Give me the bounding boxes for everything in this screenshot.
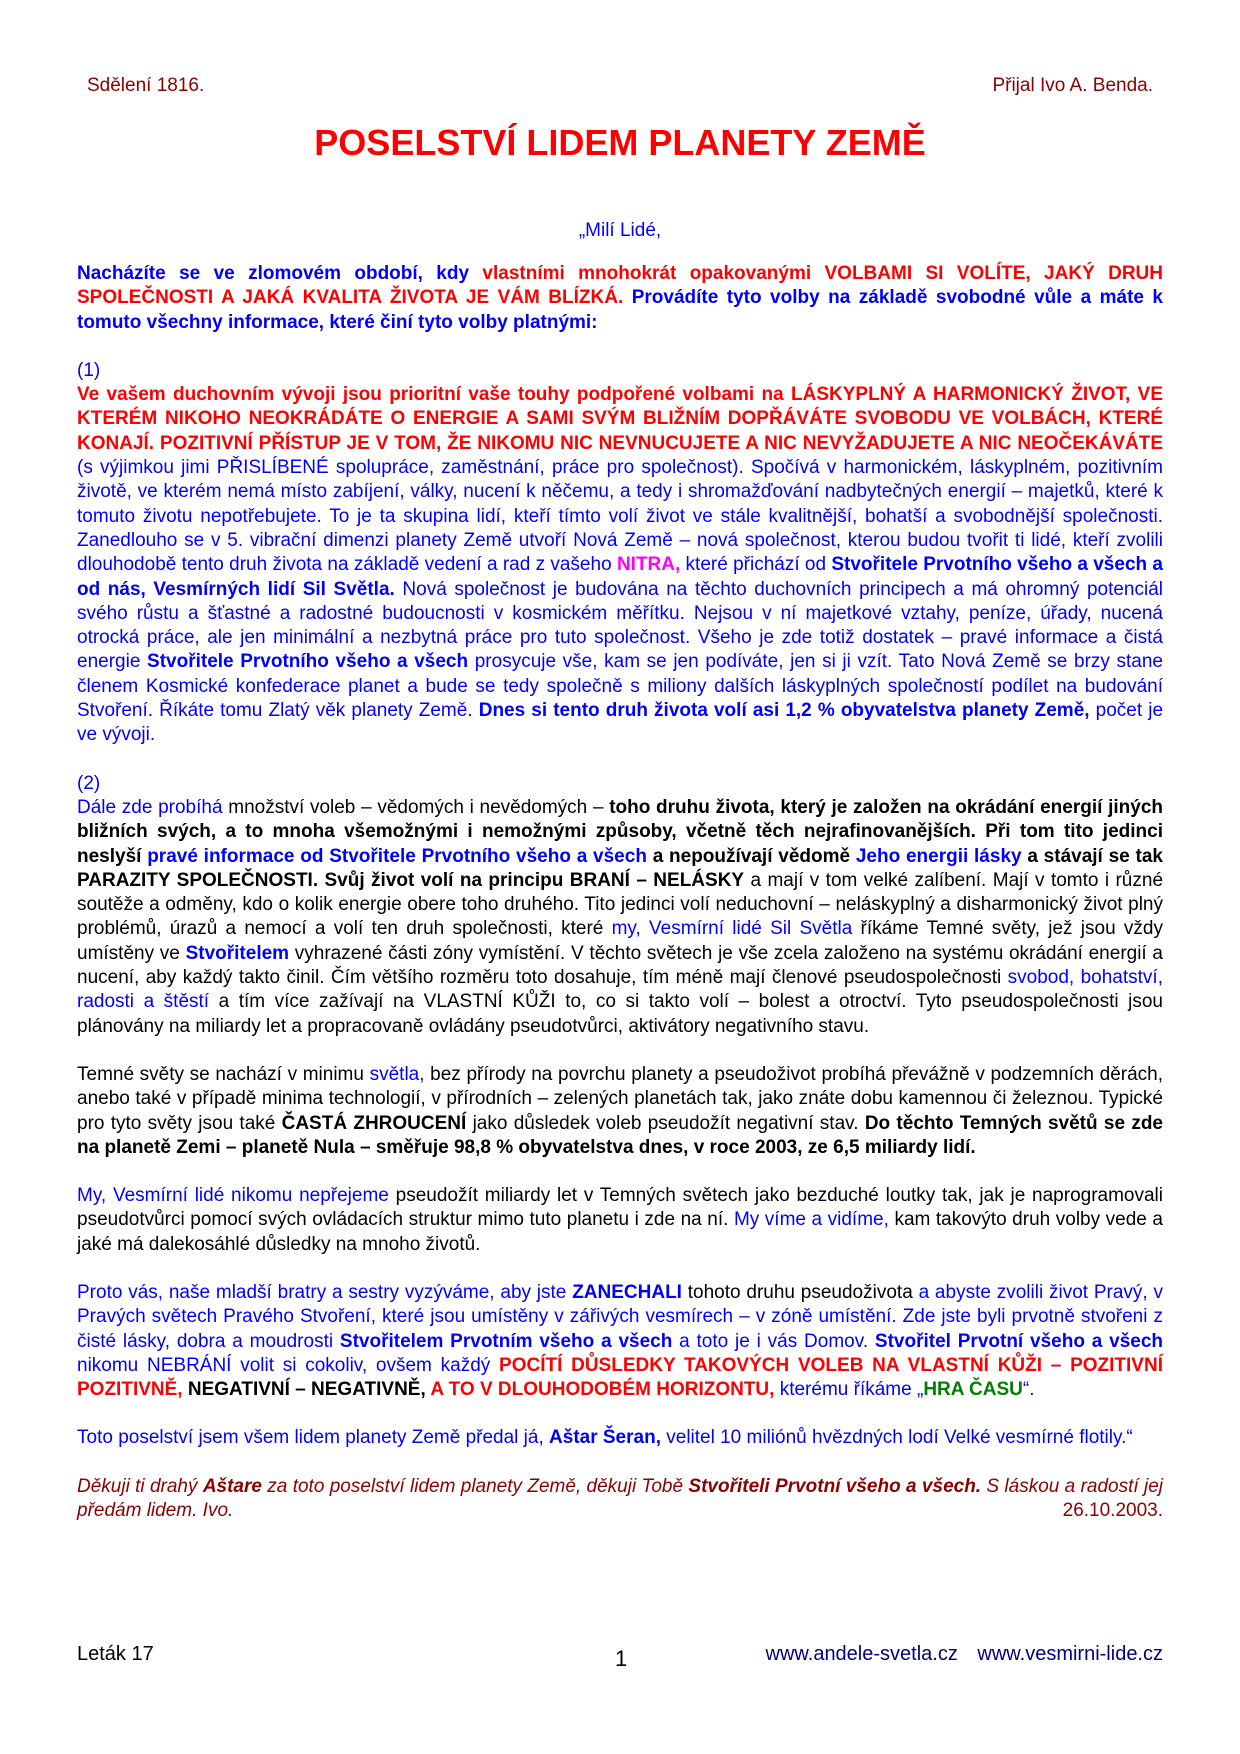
text-run: (s výjimkou jimi PŘISLÍBENÉ spolupráce, zaměstnání, práce pro společnost). Spočívá v harmonickém, láskyplném, pozitivním životě, ve kterém nemá místo zabíjení, války, nucení k něčemu, a tedy i shromažďování nadbytečných energií – majetků, které k tomuto životu nepotřebujete. To je ta skupina lidí, kteří tímto volí život ve stále kvalitnější, bohatší a svobodnější společnosti. Zanedlouho se v 5. vibrační dimenzi planety Země utvoří Nová Země – nová společnost, kterou budou tvořit ti lidé, kteří zvolili dlouhodobě tento druh života na základě vedení a rad z vašeho (77, 457, 1163, 576)
text-run: které přichází od (680, 554, 832, 576)
text-run: prosycuje vše, kam se jen podíváte, jen si ji vzít. Tato Nová Země se brzy stane členem Kosmické konfederace planet a bude se tedy společně s miliony dalších láskyplných společností podílet na budování Stvoření. Říkáte tomu Zlatý věk planety Země. (77, 651, 1163, 722)
section-2-number: (2) (77, 772, 101, 794)
signoff-paragraph (77, 1426, 1163, 1450)
text-run: vlastními mnohokrát opakovanými (482, 263, 825, 284)
text-run: My víme a vidíme, (733, 1209, 889, 1231)
text-run: My, Vesmírní lidé nikomu nepřejeme (77, 1185, 389, 1207)
text-run: HRA ČASU (923, 1379, 1023, 1401)
received-by: Přijal Ivo A. Benda. (992, 75, 1153, 96)
text-run: tohoto druhu pseudoživota (681, 1281, 913, 1303)
text-run: ČASTÁ ZHROUCENÍ (281, 1112, 467, 1134)
page-title: POSELSTVÍ LIDEM PLANETY ZEMĚ (314, 122, 926, 163)
text-run: Děkuji ti drahý (77, 1475, 203, 1497)
intro-paragraph (77, 262, 1163, 335)
text-run: Toto poselství jsem všem lidem planety Země předal já, (77, 1427, 550, 1449)
text-run: Ve vašem duchovním vývoji jsou prioritní vaše touhy podpořené volbami na LÁSKYPLNÝ A HARMONICKÝ ŽIVOT, VE KTERÉM NIKOHO NEOKRÁDÁTE O ENERGIE A SAMI SVÝM BLIŽNÍM DOPŘÁVÁTE SVOBODU VE VOLBÁCH, KTERÉ KONAJÍ. POZITIVNÍ PŘÍSTUP JE V TOM, ŽE NIKOMU NIC NEVNUCUJETE A NIC NEVYŽADUJETE A NIC NEOČEKÁVÁTE (77, 384, 1163, 454)
text-run: POCÍTÍ DŮSLEDKY TAKOVÝCH VOLEB NA VLASTNÍ KŮŽI – POZITIVNÍ POZITIVNĚ, (77, 1354, 1163, 1401)
text-run: nikomu NEBRÁNÍ volit si cokoliv, ovšem každý (77, 1354, 500, 1376)
text-run: Stvořitele Prvotního všeho a všech a od nás, Vesmírných lidí Sil Světla. (77, 554, 1163, 600)
text-run: Stvořitelem Prvotním všeho a všech (339, 1330, 673, 1352)
text-run: Nová společnost je budována na těchto duchovních principech a má ohromný potenciál svého růstu a šťastné a radostné budoucnosti v kosmickém měřítku. Nejsou v ní majetkové vztahy, peníze, úřady, nucená otrocká práce, ale jen minimální a nezbytná práce pro tuto společnost. Všeho je zde totiž dostatek – pravé informace a čistá energie (77, 578, 1164, 673)
link-andele-svetla[interactable]: www.andele-svetla.cz (765, 1643, 958, 1665)
text-run: “. (1022, 1379, 1035, 1401)
text-run: Aštar Šeran, (549, 1427, 661, 1449)
we-paragraph (77, 1184, 1163, 1257)
text-run: A TO V DLOUHODOBÉM HORIZONTU, (425, 1379, 775, 1401)
text-run: Proto vás, naše mladší bratry a sestry vyzýváme, aby jste (77, 1281, 573, 1303)
text-run: NITRA, (616, 554, 681, 576)
date: 26.10.2003. (1062, 1500, 1163, 1522)
text-run: my, Vesmírní lidé Sil Světla (611, 918, 853, 940)
text-run: světla, (369, 1063, 425, 1085)
text-run: a nepoužívají vědomě (646, 845, 856, 867)
text-run: množství voleb – vědomých i nevědomých – (222, 796, 610, 818)
text-run: S láskou a radostí jej předám lidem. Ivo. (77, 1475, 1163, 1522)
text-run: Provádíte tyto volby na základě svobodné vůle a máte k tomuto všechny informace, které činí tyto volby platnými: (77, 287, 1163, 333)
text-run: bez přírody na povrchu planety a pseudoživot probíhá převážně v podzemních děrách, anebo také v případě minima technologií, v přírodních – zelených planetách tak, jako znáte dobu kamennou či železnou. Typické pro tyto světy jsou také (77, 1063, 1164, 1134)
link-vesmirni-lide[interactable]: www.vesmirni-lide.cz (977, 1643, 1163, 1665)
text-run: ZANECHALI (572, 1281, 682, 1303)
text-run: za toto poselství lidem planety Země, děkuji Tobě (261, 1475, 689, 1497)
text-run: Stvořitelem (185, 942, 290, 964)
text-run: Stvořiteli Prvotní všeho a všech. (688, 1475, 982, 1497)
text-run: Stvořitel Prvotní všeho a všech (874, 1330, 1164, 1352)
text-run: říkáme Temné světy, jež jsou vždy umístěny ve (77, 918, 1163, 964)
call-paragraph (77, 1281, 1163, 1402)
text-run: NEGATIVNÍ – NEGATIVNĚ, (182, 1379, 426, 1401)
footer-links (752, 1643, 1163, 1666)
leaflet-label: Leták 17 (77, 1643, 154, 1665)
text-run: a stávají se tak PARAZITY SPOLEČNOSTI. Svůj život volí na principu BRANÍ – NELÁSKY (77, 845, 1163, 891)
text-run: a tím více zažívají na VLASTNÍ KŮŽI to, co si takto volí – bolest a otroctví. Tyto pseudospolečnosti jsou plánovány na miliardy let a propracovaně ovládány pseudotvůrci, aktivátory negativního stavu. (77, 991, 1163, 1037)
page-number: 1 (615, 1646, 628, 1671)
text-run: velitel 10 miliónů hvězdných lodí Velké vesmírné flotily.“ (660, 1427, 1133, 1449)
text-run: pravé informace od Stvořitele Prvotního všeho a všech (147, 845, 647, 867)
text-run: Temné světy se nachází v minimu (77, 1063, 370, 1085)
section-2-paragraph (77, 796, 1163, 1039)
text-run: toho druhu života, který je založen na okrádání energií jiných bližních svých, a to mnoha všemožnými i nemožnými způsoby, včetně těch nejrafinovanějších. Při tom tito jedinci neslyší (77, 796, 1163, 867)
text-run: VOLBAMI SI VOLÍTE, JAKÝ DRUH SPOLEČNOSTI A JAKÁ KVALITA ŽIVOTA JE VÁM BLÍZKÁ. (77, 263, 1163, 309)
text-run: a toto je i vás Domov. (672, 1330, 875, 1352)
text-run: pseudožít miliardy let v Temných světech jako bezduché loutky tak, jak je naprogramovali pseudotvůrci pomocí svých ovládacích struktur mimo tuto planetu i zde na ní. (77, 1185, 1164, 1231)
section-1-paragraph (77, 383, 1163, 747)
text-run: Stvořitele Prvotního všeho a všech (147, 651, 469, 673)
section-1-number: (1) (77, 359, 101, 381)
text-run: Aštare (202, 1475, 262, 1497)
text-run: a abyste zvolili život Pravý, v Pravých světech Pravého Stvoření, které jsou umístěny v zářivých vesmírech – v zóně umístění. Zde jste byli prvotně stvořeni z čisté lásky, dobra a moudrosti (77, 1281, 1163, 1352)
text-run: svobod, bohatství, radosti a štěstí (77, 967, 1163, 1013)
text-run: Dnes si tento druh života volí asi 1,2 % obyvatelstva planety Země, (478, 700, 1090, 722)
text-run: Nacházíte se ve zlomovém období, kdy (77, 263, 483, 284)
document-body (77, 262, 1163, 1524)
text-run: Do těchto Temných světů se zde na planetě Zemi – planetě Nula – směřuje 98,8 % obyvatelstva dnes, v roce 2003, ze 6,5 miliardy lidí. (77, 1112, 1163, 1158)
text-run: kterému říkáme „ (774, 1379, 924, 1401)
text-run: Dále zde probíhá (77, 796, 223, 818)
text-run: počet je ve vývoji. (77, 700, 1164, 746)
greeting: „Milí Lidé, (578, 220, 662, 241)
text-run: jako důsledek voleb pseudožít negativní stav. (466, 1112, 865, 1134)
dark-worlds-paragraph (77, 1063, 1163, 1160)
text-run: kam takovýto druh volby vede a jaké má dalekosáhlé důsledky na mnoho životů. (77, 1209, 1163, 1255)
text-run: a mají v tom velké zalíbení. Mají v tomto i různé soutěže a odměny, kdo o kolik energie obere toho druhého. Tito jedinci volí neduchovní – neláskyplný a disharmonický život plný problémů, úrazů a nemocí a volí ten druh společnosti, které (77, 869, 1164, 940)
text-run: Jeho energii lásky (855, 845, 1022, 867)
text-run: vyhrazené části zóny vymístění. V těchto světech je vše zcela založeno na systému okrádání energií a nucení, aby každý takto činil. Čím většího rozměru toto dosahuje, tím méně mají členové pseudospolečnosti (77, 942, 1163, 989)
message-number: Sdělení 1816. (87, 75, 205, 96)
